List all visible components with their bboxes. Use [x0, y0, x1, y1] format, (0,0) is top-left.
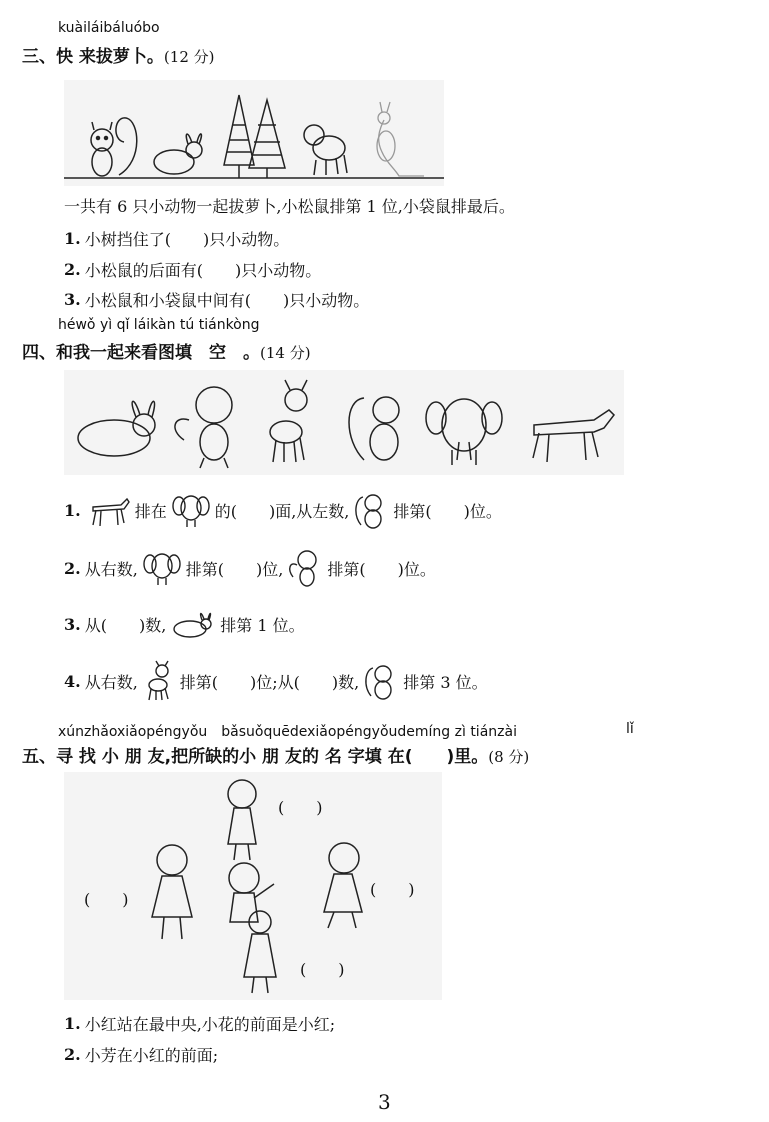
- rabbit-figure: [78, 401, 155, 456]
- sec3-q1-text: 小树挡住了( )只小动物。: [84, 230, 290, 249]
- sec4-q1-num: 1.: [64, 500, 81, 520]
- sec5-q1-text: 小红站在最中央,小花的前面是小红;: [84, 1015, 336, 1034]
- squirrel-icon: [353, 491, 389, 529]
- sec4-score: (14 分): [260, 344, 311, 362]
- sec3-title: [22, 42, 214, 67]
- sec5-q1-num: 1.: [64, 1014, 81, 1033]
- sec4-q1-text-a: 排在: [134, 501, 167, 521]
- sec4-q4-text-a: 从右数,: [84, 672, 138, 692]
- elephant-figure: [426, 399, 502, 465]
- sec3-q3-num: 3.: [64, 290, 81, 309]
- sec4-q2: [64, 548, 436, 588]
- sec4-illustration: [64, 370, 624, 475]
- sec5-pinyin-li: lǐ: [626, 721, 634, 737]
- sec3-title-text: 三、快 来拔萝卜。: [22, 47, 164, 67]
- sec5-q1: [64, 1012, 335, 1035]
- sec3-q2-num: 2.: [64, 260, 81, 279]
- child-right-figure: [324, 843, 362, 928]
- page-number: 3: [378, 1090, 391, 1114]
- sec3-score: (12 分): [163, 48, 215, 66]
- sec4-title: [22, 338, 311, 363]
- monkey-figure: [175, 387, 232, 468]
- sec4-animals-figure: [64, 370, 624, 475]
- sec5-pinyin: xúnzhǎoxiǎopéngyǒu bǎsuǒquēdexiǎopéngyǒudemíng zì tiánzài: [58, 724, 517, 740]
- deer-figure: [270, 380, 307, 462]
- elephant-icon: [142, 550, 182, 586]
- squirrel-figure: [349, 397, 399, 460]
- sec4-q1-text-b: 的( )面,从左数,: [214, 501, 350, 521]
- sec4-q2-text-c: 排第( )位。: [327, 559, 436, 579]
- sec5-title-text: 五、寻 找 小 朋 友,把所缺的小 朋 友的 名 字填 在( )里。: [22, 747, 489, 767]
- sec3-intro: 一共有 6 只小动物一起拔萝卜,小松鼠排第 1 位,小袋鼠排最后。: [64, 197, 515, 216]
- sec4-q2-num: 2.: [64, 558, 81, 578]
- sec4-q1: [64, 490, 502, 530]
- trees-figure: [224, 95, 285, 178]
- sec4-q3-num: 3.: [64, 614, 81, 634]
- monkey-icon: [287, 549, 323, 587]
- sec4-q3-text-b: 排第 1 位。: [220, 615, 305, 635]
- kangaroo-figure: [377, 102, 424, 176]
- sec4-q4-text-b: 排第( )位;从( )数,: [179, 672, 360, 692]
- sec3-q2-text: 小松鼠的后面有( )只小动物。: [84, 261, 322, 280]
- sec5-q2: [64, 1043, 218, 1066]
- sec4-q3: [64, 606, 305, 642]
- squirrel-figure: [91, 118, 137, 176]
- sec3-q1-num: 1.: [64, 229, 81, 248]
- child-bottom-figure: [244, 911, 276, 993]
- dog-figure: [304, 125, 347, 175]
- child-top-figure: [228, 780, 256, 860]
- wolf-figure: [533, 410, 614, 462]
- sec4-q4-num: 4.: [64, 671, 81, 691]
- blank-left[interactable]: ( ): [84, 890, 129, 909]
- blank-top[interactable]: ( ): [278, 798, 323, 817]
- child-left-figure: [152, 845, 192, 939]
- deer-icon: [142, 661, 176, 701]
- sec5-q2-num: 2.: [64, 1045, 81, 1064]
- rabbit-figure: [154, 134, 202, 174]
- rabbit-icon: [170, 609, 216, 639]
- wolf-icon: [89, 493, 131, 527]
- sec5-q2-text: 小芳在小红的前面;: [84, 1046, 219, 1065]
- elephant-icon: [171, 492, 211, 528]
- sec4-q4: [64, 660, 488, 702]
- sec3-animals-figure: [64, 80, 444, 186]
- sec3-q3: [64, 288, 369, 311]
- blank-bottom[interactable]: ( ): [300, 960, 345, 979]
- sec5-title: [22, 742, 529, 767]
- blank-right[interactable]: ( ): [370, 880, 415, 899]
- sec4-pinyin: héwǒ yì qǐ láikàn tú tiánkòng: [58, 317, 260, 333]
- sec4-title-text: 四、和我一起来看图填 空 。: [22, 343, 260, 363]
- sec4-q2-text-b: 排第( )位,: [185, 559, 284, 579]
- sec3-q3-text: 小松鼠和小袋鼠中间有( )只小动物。: [84, 291, 370, 310]
- sec4-q2-text-a: 从右数,: [84, 559, 138, 579]
- squirrel-icon: [363, 662, 399, 700]
- sec4-q4-text-c: 排第 3 位。: [403, 672, 488, 692]
- sec3-illustration: [64, 80, 444, 186]
- sec3-q2: [64, 258, 321, 281]
- sec3-q1: [64, 227, 289, 250]
- sec4-q3-text-a: 从( )数,: [84, 615, 167, 635]
- sec4-q1-text-c: 排第( )位。: [393, 501, 502, 521]
- sec5-score: (8 分): [488, 748, 530, 766]
- sec3-pinyin: kuàiláibáluóbo: [58, 20, 160, 36]
